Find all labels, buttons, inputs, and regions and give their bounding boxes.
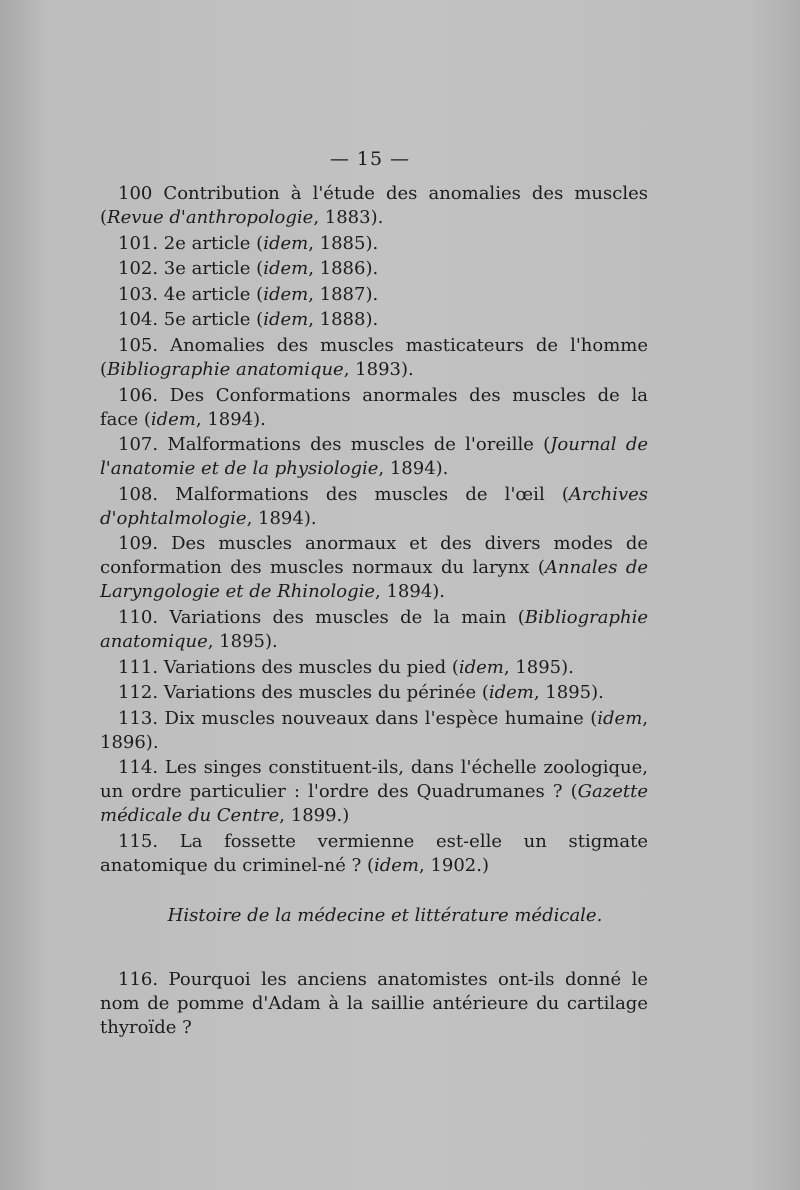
entry-number: 110.: [118, 606, 159, 628]
entry-text: Des muscles anormaux et des divers modes de conformation des muscles normaux du larynx (: [100, 533, 648, 579]
bibliography-entry: [100, 384, 648, 432]
entry-source-title: idem: [597, 707, 643, 729]
entry-text: La fossette vermienne est-elle un stigmate anatomique du criminel-né ? (: [100, 830, 648, 876]
entry-source-title: Archives d'ophtalmologie: [100, 483, 648, 529]
entry-source-title: idem: [263, 283, 309, 305]
entry-number: 101.: [118, 232, 159, 254]
bibliography-entry: [100, 308, 648, 332]
entry-source-title: Bibliographie anatomique: [107, 358, 344, 380]
entry-text: Dix muscles nouveaux dans l'espèce humaine (: [158, 707, 598, 729]
entry-number: 102.: [118, 258, 159, 280]
entry-source-date: , 1896).: [100, 707, 648, 753]
entry-source-title: Bibliographie anatomique: [100, 606, 648, 652]
entry-source-date: , 1888).: [308, 309, 379, 331]
entry-text: Malformations des muscles de l'œil (: [158, 483, 569, 505]
entry-source-title: Gazette médicale du Centre: [100, 781, 648, 827]
entry-source-date: , 1894).: [375, 581, 446, 603]
entry-text: Pourquoi les anciens anatomistes ont-ils donné le nom de pomme d'Adam à la saillie antérieure du cartilage thyroïde ?: [100, 969, 648, 1038]
entry-number: 113.: [118, 707, 159, 729]
bibliography-entry: [100, 182, 648, 230]
bibliography-entry: [100, 257, 648, 281]
bibliography-entry: [100, 532, 648, 604]
entry-text: Variations des muscles du pied (: [158, 656, 459, 678]
section-heading: Histoire de la médecine et littérature médicale.: [167, 905, 603, 926]
entry-text: 2e article (: [158, 232, 264, 254]
entry-text: Malformations des muscles de l'oreille (: [158, 434, 551, 456]
bibliography-entry: [100, 830, 648, 878]
bibliography-entry: [100, 606, 648, 654]
entry-text: 5e article (: [158, 309, 264, 331]
entry-source-date: , 1895).: [207, 630, 278, 652]
entry-source-date: , 1894).: [378, 458, 449, 480]
entry-source-date: , 1883).: [313, 207, 384, 228]
entry-number: 108.: [118, 483, 159, 505]
entry-source-date: , 1886).: [308, 258, 379, 280]
entry-text: 3e article (: [158, 258, 264, 280]
entry-text: Variations des muscles du périnée (: [158, 682, 489, 704]
page-number: — 15 —: [329, 148, 411, 170]
entry-number: 107.: [118, 434, 159, 456]
bibliography-entry: [100, 756, 648, 828]
bibliography-entry: [100, 232, 648, 256]
bibliography-entry: [100, 656, 648, 680]
entry-source-date: , 1899.): [279, 805, 350, 827]
entry-source-date: , 1895).: [503, 656, 574, 678]
entry-text: 4e article (: [158, 283, 264, 305]
entry-source-date: , 1894).: [195, 408, 266, 430]
entry-source-date: , 1887).: [308, 283, 379, 305]
bibliography-list: [100, 182, 648, 878]
entry-text: Contribution à l'étude des anomalies des muscles (: [100, 183, 648, 228]
entry-source-title: idem: [150, 408, 196, 430]
bibliography-entry: [100, 334, 648, 382]
entry-source-date: , 1893).: [343, 358, 414, 380]
entry-source-title: Journal de l'anatomie et de la physiologie: [100, 434, 648, 480]
entry-number: 104.: [118, 309, 159, 331]
bibliography-entry: [100, 707, 648, 755]
entry-number: 111.: [118, 656, 159, 678]
bibliography-entry: [100, 483, 648, 531]
entry-source-title: idem: [458, 656, 504, 678]
entry-number: 115.: [118, 830, 159, 852]
bibliography-entry: [100, 283, 648, 307]
entry-source-title: idem: [374, 854, 419, 876]
entry-source-title: idem: [263, 309, 309, 331]
entry-source-date: , 1885).: [308, 232, 379, 254]
entry-source-date: , 1902.): [419, 854, 489, 876]
entry-text: Des Conformations anormales des muscles de la face (: [100, 384, 648, 430]
entry-source-title: Revue d'anthropologie: [107, 207, 314, 228]
entry-number: 114.: [118, 757, 159, 779]
entry-source-date: , 1895).: [533, 682, 604, 704]
entry-source-title: idem: [488, 682, 534, 704]
entry-number: 112.: [118, 682, 159, 704]
entry-number: 116.: [118, 969, 159, 990]
entry-number: 106.: [118, 384, 159, 406]
entry-number: 103.: [118, 283, 159, 305]
bibliography-entry: [100, 681, 648, 705]
entry-text: Variations des muscles de la main (: [158, 606, 525, 628]
entry-source-title: idem: [263, 258, 309, 280]
bibliography-entry: [100, 433, 648, 481]
bibliography-entry-116: [100, 968, 648, 1040]
entry-text: Anomalies des muscles masticateurs de l'homme (: [100, 334, 648, 380]
entry-source-title: Annales de Laryngologie et de Rhinologie: [100, 557, 648, 603]
entry-number: 109.: [118, 533, 159, 555]
entry-source-title: idem: [263, 232, 309, 254]
entry-text: Les singes constituent-ils, dans l'échelle zoologique, un ordre particulier : l'ordre des Quadrumanes ? (: [100, 757, 648, 803]
entry-number: 100: [118, 183, 153, 204]
entry-number: 105.: [118, 334, 159, 356]
entry-source-date: , 1894).: [246, 507, 317, 529]
